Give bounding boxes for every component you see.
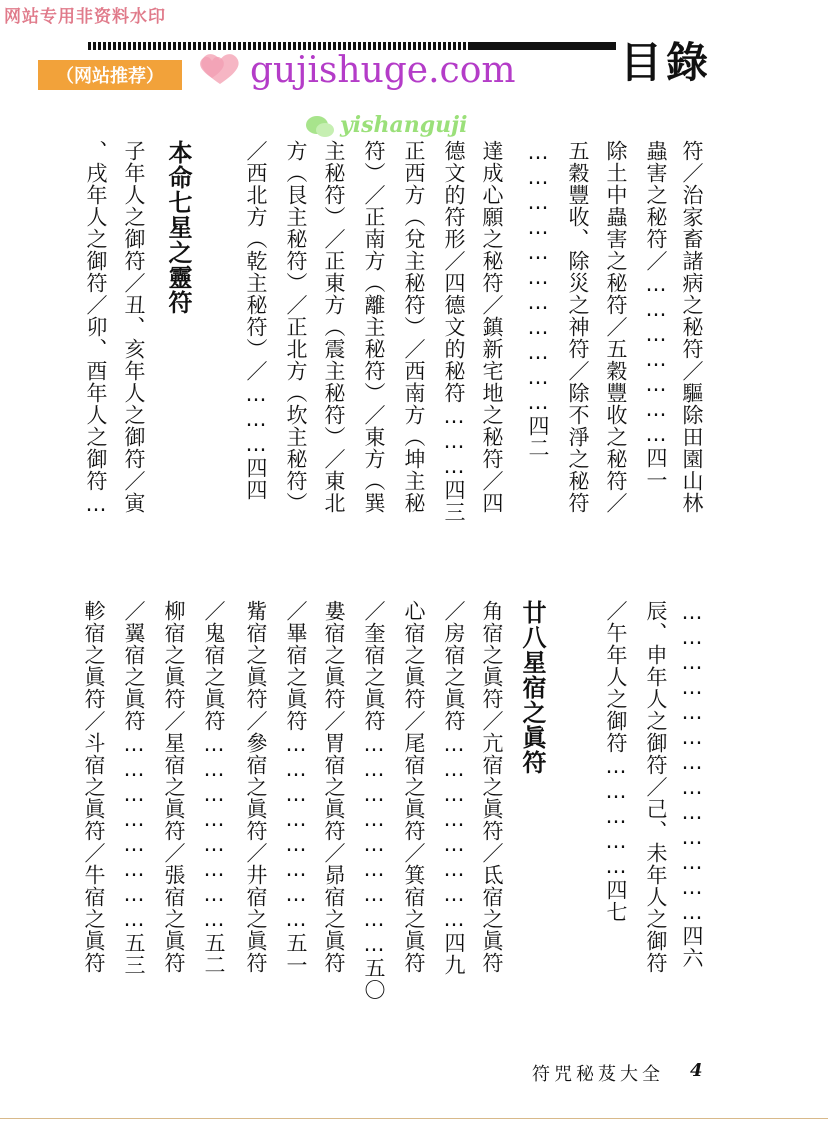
toc-line: 達成心願之秘符／鎮新宅地之秘符／四 — [480, 140, 504, 514]
toc-line: 蟲害之秘符／…………………四一 — [644, 140, 668, 491]
toc-line: 符）／正南方（離主秘符）／東方（巽 — [362, 140, 386, 514]
toc-line: 觜宿之眞符／參宿之眞符／井宿之眞符 — [244, 600, 268, 974]
toc-line: 婁宿之眞符／胃宿之眞符／昴宿之眞符 — [322, 600, 346, 974]
toc-line: 方（艮主秘符）／正北方（坎主秘符） — [284, 140, 308, 514]
page-number: 4 — [690, 1060, 703, 1081]
toc-line: 辰、申年人之御符／己、未年人之御符 — [644, 600, 668, 974]
section-heading: 本命七星之靈符 — [164, 140, 192, 315]
title-rule — [88, 40, 616, 52]
toc-line: 、戌年人之御符／卯、酉年人之御符… — [84, 140, 108, 517]
watermark-secondary: yishanguji — [340, 112, 468, 138]
bottom-divider — [0, 1118, 828, 1119]
toc-line: ／翼宿之眞符……………………五三 — [122, 600, 146, 976]
watermark-top-text: 网站专用非资料水印 — [4, 7, 166, 27]
toc-line: 德文的符形／四德文的秘符………四三 — [442, 140, 466, 523]
book-title-footer: 符咒秘芨大全 — [532, 1064, 664, 1085]
site-watermark: gujishuge.com — [250, 50, 516, 91]
section-heading: 廿八星宿之眞符 — [518, 600, 546, 775]
wechat-icon — [305, 114, 335, 140]
toc-line: ／畢宿之眞符……………………五一 — [284, 600, 308, 976]
toc-line: 五穀豐收、除災之神符／除不淨之秘符 — [566, 140, 590, 514]
toc-line: 子年人之御符／丑、亥年人之御符／寅 — [122, 140, 146, 514]
toc-line: 主秘符）／正東方（震主秘符）／東北 — [322, 140, 346, 514]
toc-line: 除土中蟲害之秘符／五穀豐收之秘符／ — [604, 140, 628, 514]
heart-icon — [198, 50, 242, 86]
toc-line: ／鬼宿之眞符……………………五二 — [202, 600, 226, 976]
toc-line: 符／治家畜諸病之秘符／驅除田園山林 — [680, 140, 704, 514]
toc-line: 心宿之眞符／尾宿之眞符／箕宿之眞符 — [402, 600, 426, 974]
toc-line: 正西方（兌主秘符）／西南方（坤主秘 — [402, 140, 426, 514]
toc-line: ／西北方（乾主秘符）／………四四 — [244, 140, 268, 501]
toc-line: ／午年人之御符……………四七 — [604, 600, 628, 923]
toc-line: 角宿之眞符／亢宿之眞符／氐宿之眞符 — [480, 600, 504, 974]
toc-line: 軫宿之眞符／斗宿之眞符／牛宿之眞符 — [82, 600, 106, 974]
toc-line: ／房宿之眞符……………………四九 — [442, 600, 466, 976]
toc-line: ／奎宿之眞符………………………五〇 — [362, 600, 386, 1001]
toc-line: 柳宿之眞符／星宿之眞符／張宿之眞符 — [162, 600, 186, 974]
toc-line: ……………………………四二 — [526, 140, 550, 459]
page-title: 目錄 — [620, 38, 713, 87]
toc-line: …………………………………四六 — [680, 600, 704, 969]
site-badge: （网站推荐） — [38, 60, 182, 90]
